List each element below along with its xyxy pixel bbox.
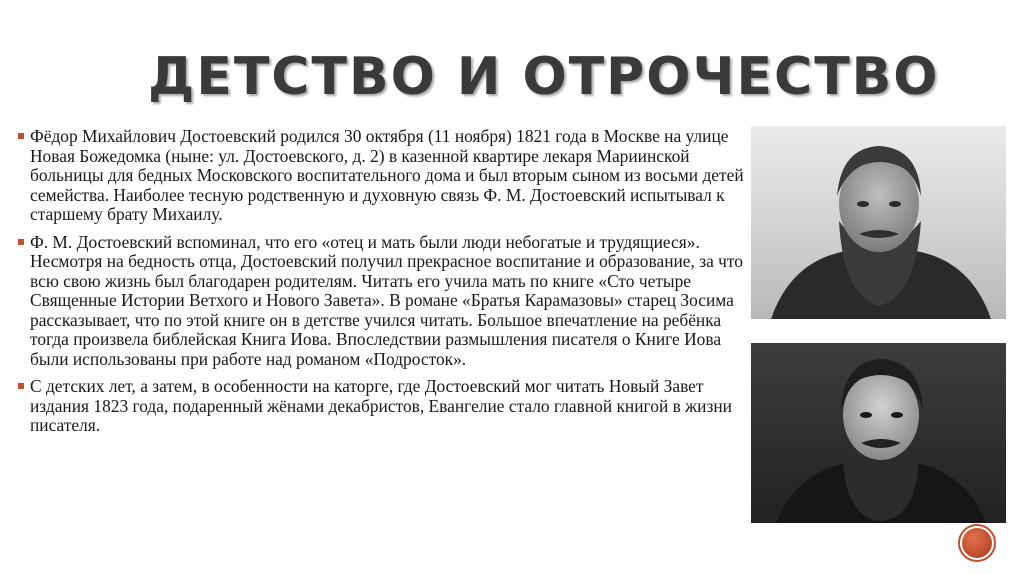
- list-item: [18, 377, 744, 436]
- bullet-text: Фёдор Михайлович Достоевский родился 30 октября (11 ноября) 1821 года в Москве на улице Новая Божедомка (ныне: ул. Достоевского, д. 2) в казенной квартире лекаря Мариинской больницы для бедных Московского воспитательного дома и был вторым сыном из восьми детей семейства. Наиболее тесную родственную и духовную связь Ф. М. Достоевский испытывал к старшему брату Михаилу.: [30, 127, 744, 224]
- bullet-list: [18, 127, 744, 527]
- bullet-text: Ф. М. Достоевский вспоминал, что его «отец и мать были люди небогатые и трудящиеся». Несмотря на бедность отца, Достоевский получил прекрасное воспитание и образование, за что всю свою жизнь был благодарен родителям. Читать его учила мать по книге «Сто четыре Священные Истории Ветхого и Нового Завета». В романе «Братья Карамазовы» старец Зосима рассказывает, что по этой книге он в детстве учился читать. Большое впечатление на ребёнка тогда произвела библейская Книга Иова. Впоследствии размышления писателя о Книге Иова были использованы при работе над романом «Подросток».: [30, 231, 743, 369]
- square-bullet-icon: [18, 133, 24, 139]
- square-bullet-icon: [18, 239, 24, 245]
- list-item: [18, 127, 744, 225]
- circle-nav-icon[interactable]: [958, 524, 996, 562]
- portrait-photo-top: [751, 126, 1006, 319]
- portrait-illustration: [751, 343, 1006, 523]
- slide-title: ДЕТСТВО И ОТРОЧЕСТВО: [148, 47, 940, 107]
- portrait-illustration: [751, 126, 1006, 319]
- square-bullet-icon: [18, 383, 24, 389]
- list-item: [18, 233, 744, 370]
- portrait-photo-bottom: [751, 343, 1006, 523]
- circle-nav-inner: [962, 528, 992, 558]
- bullet-text: С детских лет, а затем, в особенности на каторге, где Достоевский мог читать Новый Завет издания 1823 года, подаренный жёнами декабристов, Евангелие стало главной книгой в жизни писателя.: [30, 376, 732, 435]
